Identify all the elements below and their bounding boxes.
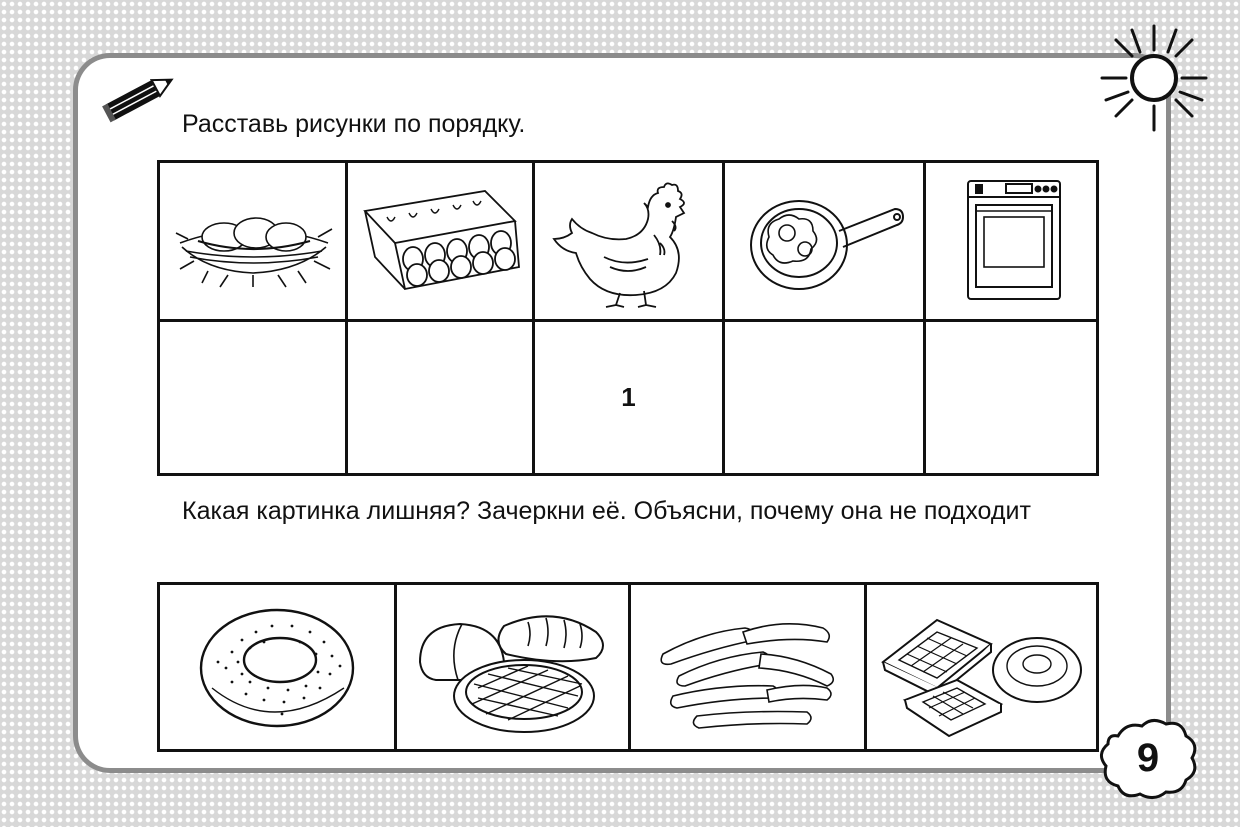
egg-carton-icon: [355, 171, 525, 311]
picture-cell-bagel[interactable]: [160, 585, 397, 749]
page-number: 9: [1136, 736, 1160, 780]
stove-icon: [926, 171, 1096, 311]
picture-cell-stove: [926, 163, 1096, 322]
picture-cell-egg-carton: [348, 163, 535, 322]
waffles-cookies-icon: [877, 592, 1087, 742]
answer-value: 1: [621, 382, 636, 412]
hen-icon: [544, 171, 714, 311]
sequence-grid: [157, 160, 1099, 476]
picture-cell-bread-pie[interactable]: [397, 585, 631, 749]
answer-cell[interactable]: [535, 322, 725, 473]
picture-cell-waffles-cookies[interactable]: [867, 585, 1096, 749]
answer-cell[interactable]: [160, 322, 348, 473]
frying-pan-icon: [739, 171, 909, 311]
answer-cell[interactable]: [348, 322, 535, 473]
sun-icon: [1098, 22, 1210, 134]
nest-icon: [168, 171, 338, 311]
answer-cell[interactable]: [725, 322, 926, 473]
picture-cell-sausages[interactable]: [631, 585, 867, 749]
odd-one-out-grid: [157, 582, 1099, 752]
bread-pie-icon: [408, 592, 618, 742]
picture-cell-nest: [160, 163, 348, 322]
bagel-icon: [172, 592, 382, 742]
answer-cell[interactable]: [926, 322, 1096, 473]
task2-instruction: Какая картинка лишняя? Зачеркни её. Объясни, почему она не подходит: [182, 497, 1031, 525]
task1-instruction: Расставь рисунки по порядку.: [182, 110, 526, 138]
picture-cell-hen: [535, 163, 725, 322]
sausages-icon: [643, 592, 853, 742]
pencil-icon: [100, 70, 178, 124]
picture-cell-frying-pan: [725, 163, 926, 322]
